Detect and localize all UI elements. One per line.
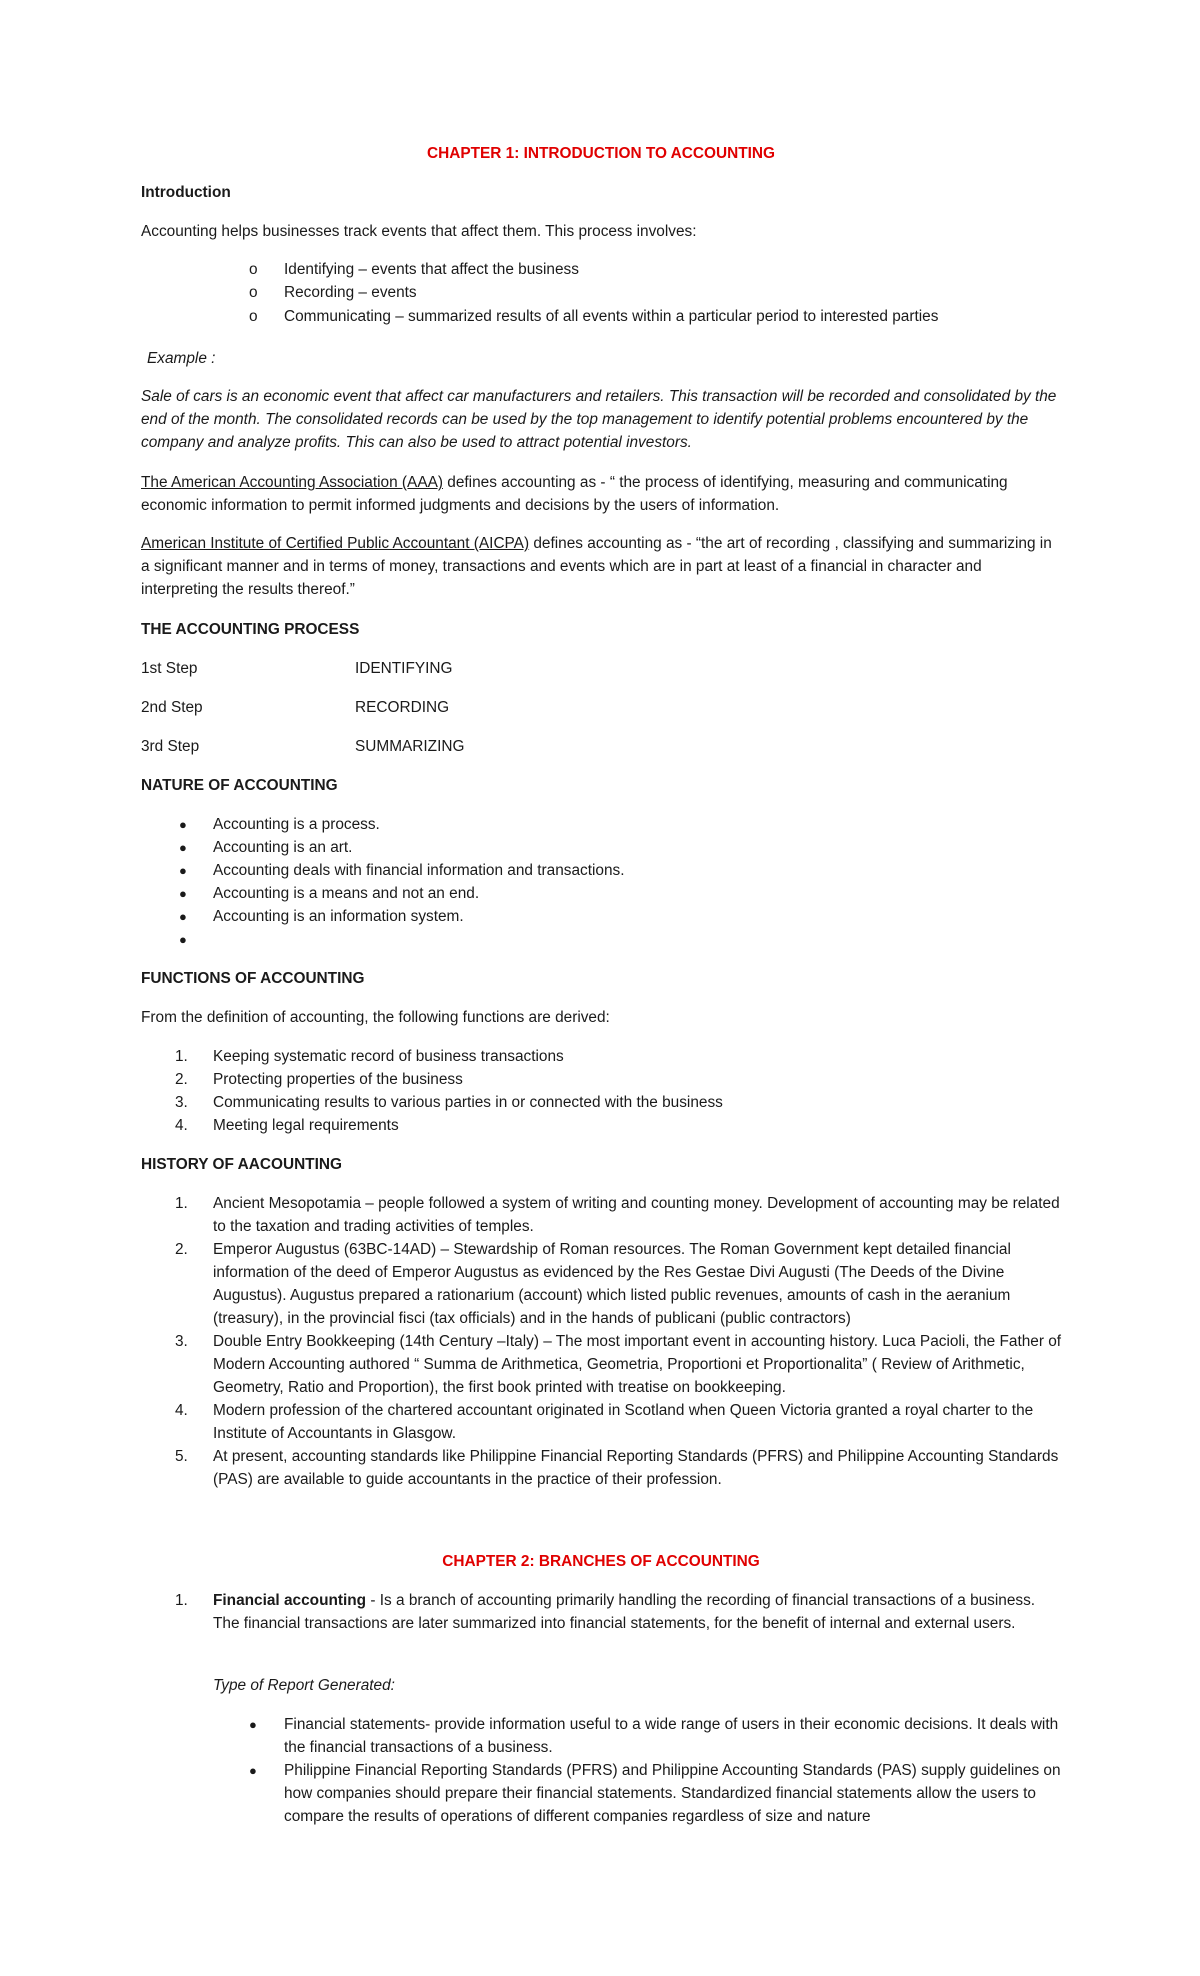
list-number: 3.	[175, 1333, 188, 1350]
list-item: Keeping systematic record of business transactions	[213, 1048, 564, 1065]
list-item: Communicating results to various parties in or connected with the business	[213, 1094, 723, 1111]
functions-heading: FUNCTIONS OF ACCOUNTING	[141, 970, 365, 987]
step-name: IDENTIFYING	[355, 660, 453, 677]
list-item: Recording – events	[284, 284, 417, 301]
aicpa-name: American Institute of Certified Public Accountant (AICPA)	[141, 535, 530, 552]
aaa-definition-text: defines accounting as - “ the process of identifying, measuring and communicating economic information to permit informed judgments and decisions by the users of information.	[141, 474, 1008, 514]
example-label: Example :	[147, 350, 216, 367]
step-row	[141, 735, 465, 758]
list-number: 3.	[175, 1094, 188, 1111]
list-item: Accounting is an information system.	[213, 908, 464, 925]
step-row	[141, 696, 450, 719]
aaa-definition	[141, 471, 1061, 517]
step-label: 2nd Step	[141, 699, 203, 716]
introduction-heading: Introduction	[141, 184, 231, 201]
list-item: Accounting is a process.	[213, 816, 380, 833]
list-number: 4.	[175, 1402, 188, 1419]
list-item: Meeting legal requirements	[213, 1117, 399, 1134]
chapter-2-title: CHAPTER 2: BRANCHES OF ACCOUNTING	[442, 1553, 760, 1570]
list-item: Emperor Augustus (63BC-14AD) – Stewardship of Roman resources. The Roman Government kept detailed financial information of the deed of Emperor Augustus as evidenced by the Res Gestae Divi Augusti (The Deeds of the Divine Augustus). Augustus prepared a rationarium (account) which listed public revenues, amounts of cash in the aeranium (treasury), in the provincial fisci (tax officials) and in the hands of publicani (public contractors)	[213, 1241, 1011, 1327]
bullet: ●	[249, 1763, 257, 1778]
introduction-text: Accounting helps businesses track events that affect them. This process involves:	[141, 223, 697, 240]
bullet: ●	[179, 817, 187, 832]
bullet: ●	[179, 886, 187, 901]
list-item: Identifying – events that affect the business	[284, 261, 579, 278]
bullet: ●	[179, 932, 187, 947]
financial-accounting-text: - Is a branch of accounting primarily handling the recording of financial transactions of a business. The financial transactions are later summarized into financial statements, for the benefit of internal and external users.	[213, 1592, 1036, 1632]
history-heading: HISTORY OF AACOUNTING	[141, 1156, 342, 1173]
list-number: 5.	[175, 1448, 188, 1465]
aaa-name: The American Accounting Association (AAA)	[141, 474, 443, 491]
accounting-process-heading: THE ACCOUNTING PROCESS	[141, 621, 360, 638]
step-label: 3rd Step	[141, 738, 200, 755]
bullet: ●	[249, 1717, 257, 1732]
step-name: RECORDING	[355, 699, 450, 716]
list-item: Communicating – summarized results of all events within a particular period to interested parties	[284, 308, 939, 325]
list-item: Philippine Financial Reporting Standards (PFRS) and Philippine Accounting Standards (PAS) supply guidelines on how companies should prepare their financial statements. Standardized financial statements allow the users to compare the results of operations of different companies regardless of size and nature	[284, 1762, 1061, 1825]
list-item: At present, accounting standards like Philippine Financial Reporting Standards (PFRS) and Philippine Accounting Standards (PAS) are available to guide accountants in the practice of their profession.	[213, 1448, 1059, 1488]
list-item: Accounting is a means and not an end.	[213, 885, 480, 902]
list-item: Accounting is an art.	[213, 839, 353, 856]
list-number: 1.	[175, 1048, 188, 1065]
list-number: 2.	[175, 1071, 188, 1088]
aicpa-definition-text: defines accounting as - “the art of recording , classifying and summarizing in a significant manner and in terms of money, transactions and events which are in part at least of a financial in character and interpreting the results thereof.”	[141, 535, 1052, 598]
financial-accounting-term: Financial accounting	[213, 1592, 367, 1609]
list-number: 2.	[175, 1241, 188, 1258]
list-marker: o	[249, 261, 258, 278]
list-number: 1.	[175, 1195, 188, 1212]
bullet: ●	[179, 840, 187, 855]
step-label: 1st Step	[141, 660, 198, 677]
list-item: Ancient Mesopotamia – people followed a system of writing and counting money. Development of accounting may be related to the taxation and trading activities of temples.	[213, 1195, 1060, 1235]
list-item: Modern profession of the chartered accountant originated in Scotland when Queen Victoria granted a royal charter to the Institute of Accountants in Glasgow.	[213, 1402, 1034, 1442]
bullet: ●	[179, 863, 187, 878]
functions-intro: From the definition of accounting, the following functions are derived:	[141, 1009, 610, 1026]
list-item: Financial statements- provide information useful to a wide range of users in their economic decisions. It deals with the financial transactions of a business.	[284, 1716, 1059, 1756]
list-item: Double Entry Bookkeeping (14th Century –Italy) – The most important event in accounting history. Luca Pacioli, the Father of Modern Accounting authored “ Summa de Arithmetica, Geometria, Proportioni et Proportionalita” ( Review of Arithmetic, Geometry, Ratio and Proportion), the first book printed with treatise on bookkeeping.	[213, 1333, 1062, 1396]
step-row	[141, 657, 453, 680]
bullet: ●	[179, 909, 187, 924]
financial-accounting-item	[213, 1589, 1063, 1635]
example-text: Sale of cars is an economic event that affect car manufacturers and retailers. This transaction will be recorded and consolidated by the end of the month. The consolidated records can be used by the top management to identify potential problems encountered by the company and analyze profits. This can also be used to attract potential investors.	[141, 388, 1057, 451]
report-type-label: Type of Report Generated:	[213, 1677, 395, 1694]
list-item: Protecting properties of the business	[213, 1071, 463, 1088]
step-name: SUMMARIZING	[355, 738, 465, 755]
list-number: 1.	[175, 1592, 188, 1609]
list-number: 4.	[175, 1117, 188, 1134]
chapter-1-title: CHAPTER 1: INTRODUCTION TO ACCOUNTING	[427, 145, 775, 162]
aicpa-definition	[141, 532, 1061, 601]
list-marker: o	[249, 308, 258, 325]
list-item: Accounting deals with financial information and transactions.	[213, 862, 625, 879]
nature-heading: NATURE OF ACCOUNTING	[141, 777, 338, 794]
list-marker: o	[249, 284, 258, 301]
